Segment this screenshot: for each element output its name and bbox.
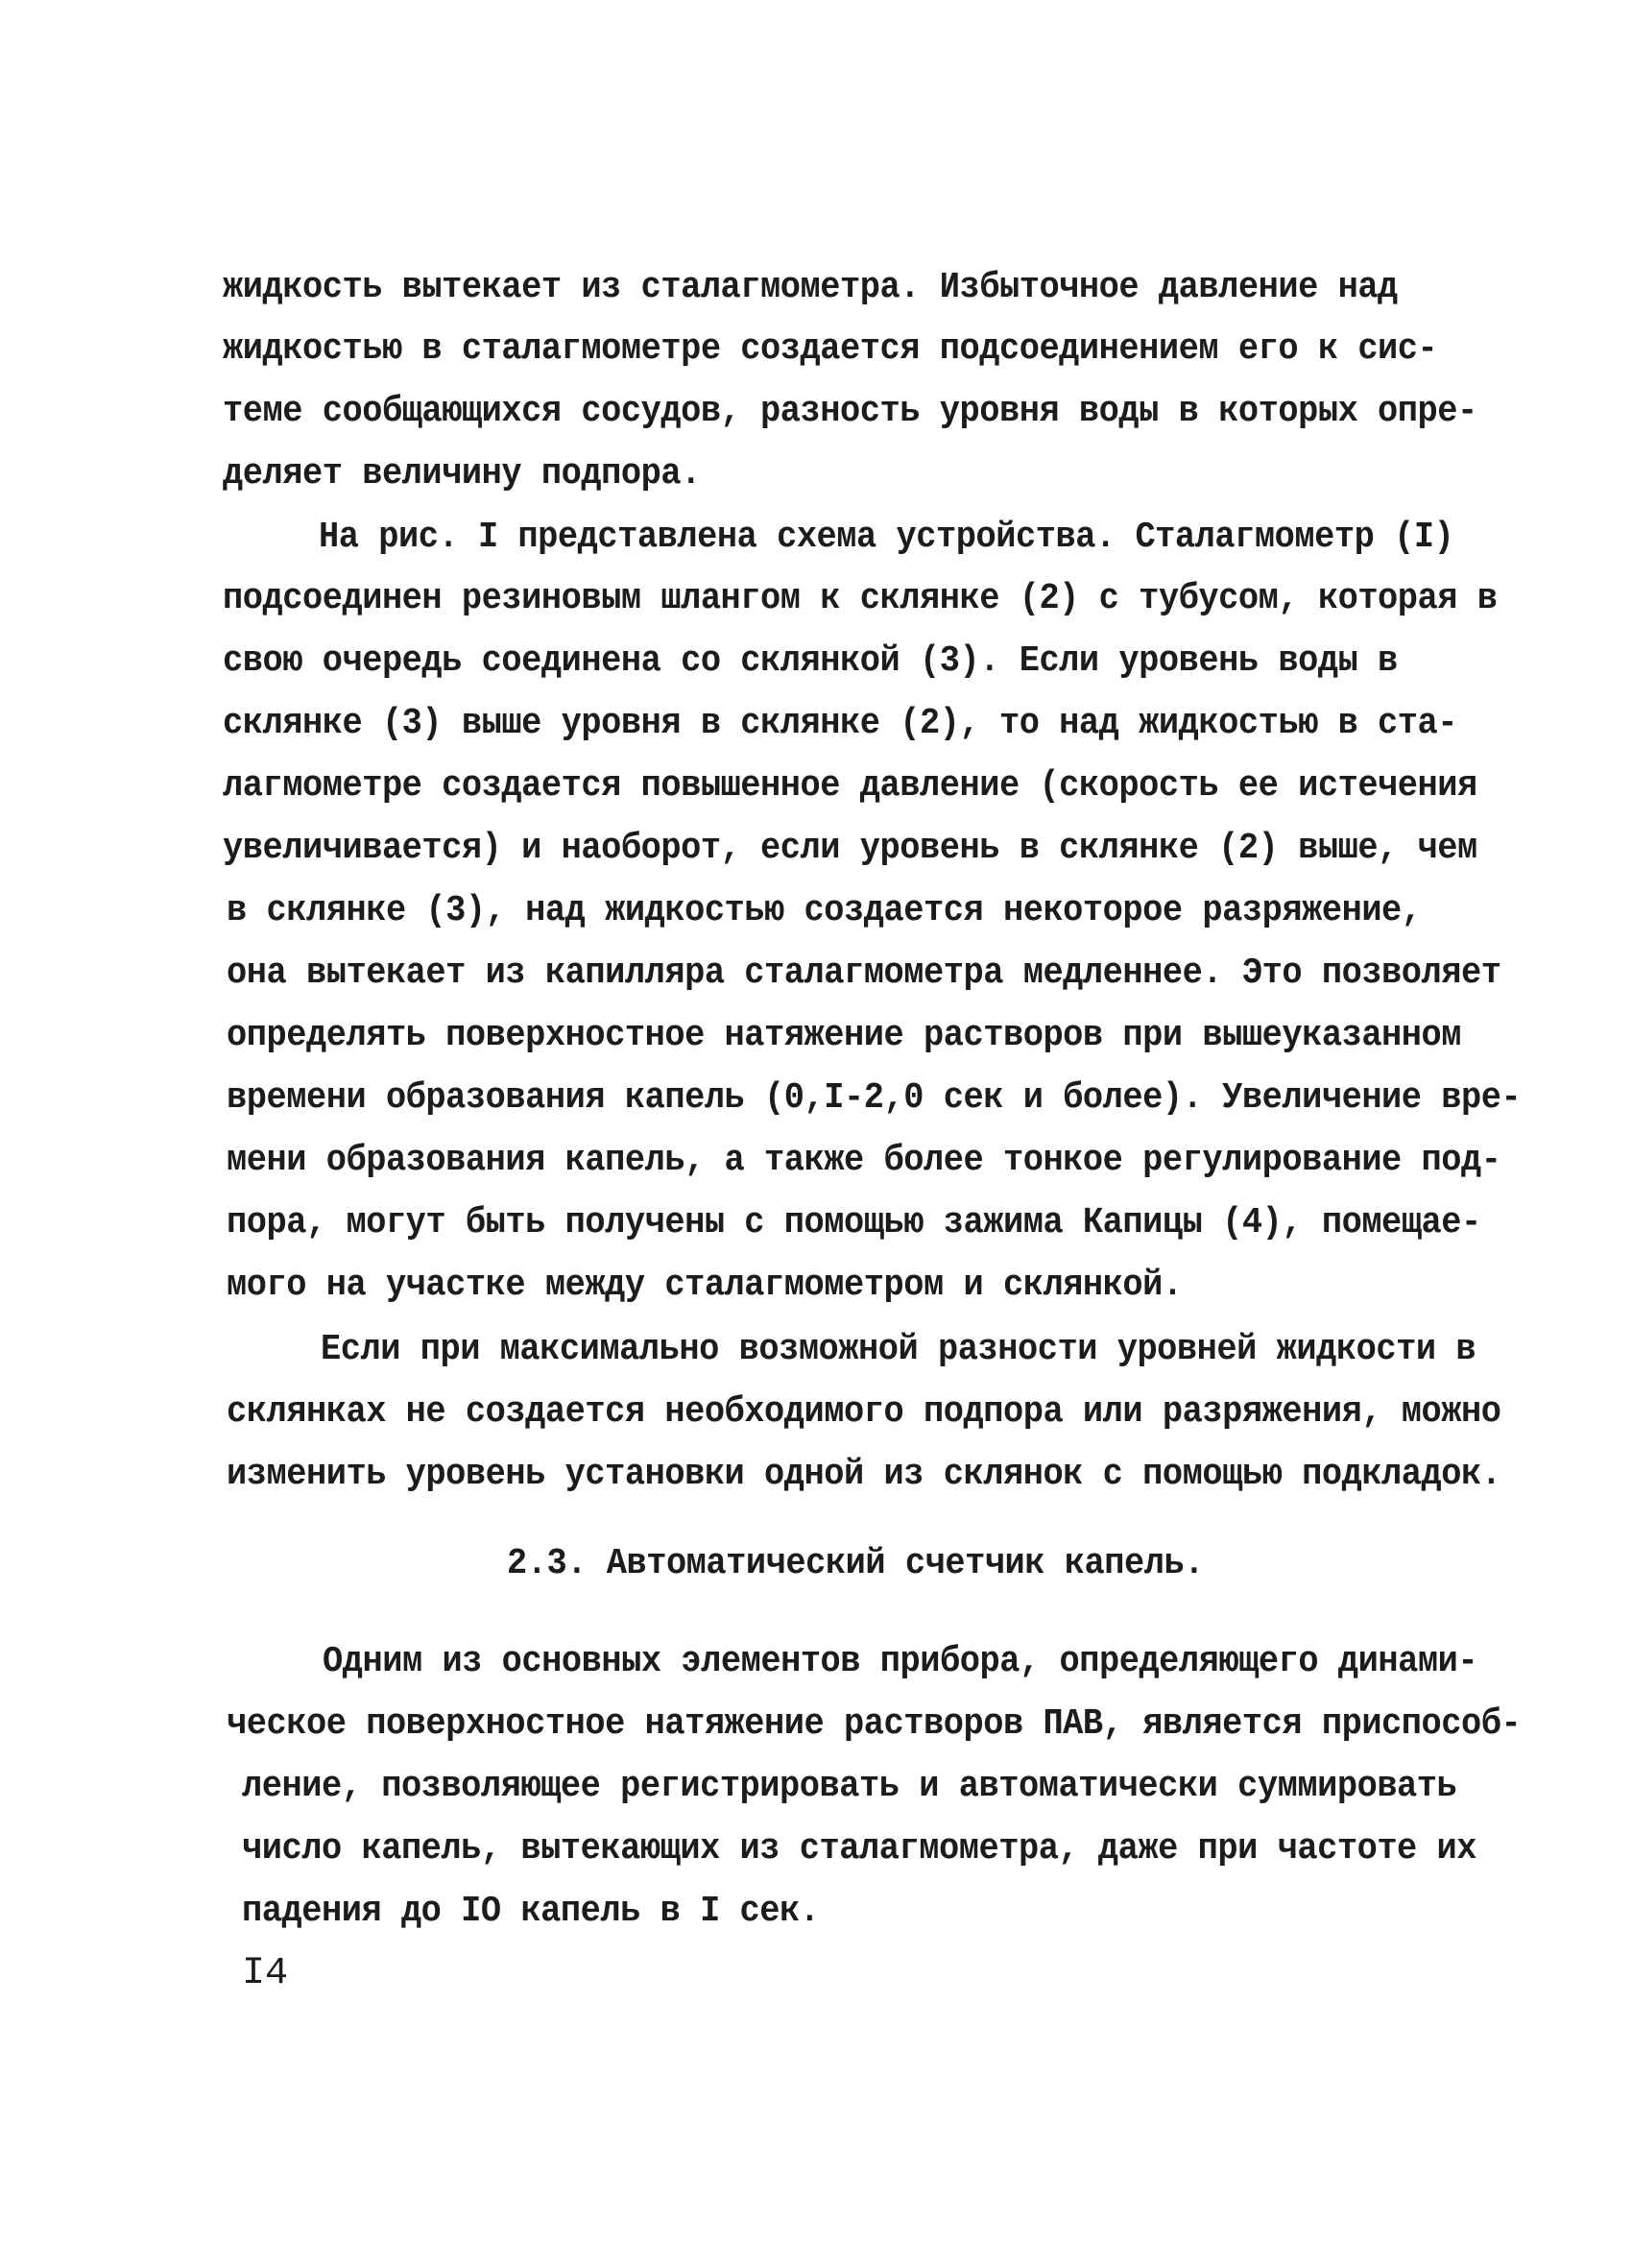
- text-line: жидкостью в сталагмометре создается подсоединением его к сис-: [223, 328, 1438, 370]
- text-line: склянках не создается необходимого подпора или разряжения, можно: [227, 1391, 1501, 1433]
- text-line: определять поверхностное натяжение растворов при вышеуказанном: [227, 1015, 1462, 1056]
- page-number: I4: [242, 1952, 289, 1995]
- text-line: число капель, вытекающих из сталагмометра, даже при частоте их: [242, 1828, 1477, 1870]
- text-line: свою очередь соединена со склянкой (3). Если уровень воды в: [223, 640, 1398, 682]
- text-line: ческое поверхностное натяжение растворов ПАВ, является приспособ-: [227, 1703, 1522, 1745]
- text-line: деляет величину подпора.: [223, 453, 701, 495]
- text-line: подсоединен резиновым шлангом к склянке (2) с тубусом, которая в: [223, 578, 1498, 619]
- text-line: лагмометре создается повышенное давление (скорость ее истечения: [223, 765, 1477, 807]
- text-line: Если при максимально возможной разности уровней жидкости в: [321, 1329, 1476, 1370]
- text-line: теме сообщающихся сосудов, разность уровня воды в которых опре-: [223, 391, 1477, 432]
- text-line: пора, могут быть получены с помощью зажима Капицы (4), помещае-: [227, 1202, 1481, 1243]
- text-line: мени образования капель, а также более тонкое регулирование под-: [227, 1140, 1501, 1181]
- text-line: Одним из основных элементов прибора, определяющего динами-: [323, 1641, 1478, 1682]
- text-line: времени образования капель (0,I-2,0 сек и более). Увеличение вре-: [227, 1077, 1522, 1119]
- text-line: она вытекает из капилляра сталагмометра медленнее. Это позволяет: [227, 953, 1501, 994]
- text-line: изменить уровень установки одной из склянок с помощью подкладок.: [227, 1454, 1501, 1495]
- section-heading: 2.3. Автоматический счетчик капель.: [507, 1543, 1204, 1584]
- text-line: в склянке (3), над жидкостью создается некоторое разряжение,: [227, 890, 1422, 931]
- text-line: склянке (3) выше уровня в склянке (2), то над жидкостью в ста-: [223, 703, 1458, 744]
- text-line: падения до IО капель в I сек.: [242, 1891, 820, 1932]
- text-line: жидкость вытекает из сталагмометра. Избыточное давление над: [223, 267, 1398, 308]
- text-line: мого на участке между сталагмометром и склянкой.: [227, 1265, 1183, 1306]
- text-line: На рис. I представлена схема устройства. Сталагмометр (I): [319, 517, 1454, 558]
- text-line: увеличивается) и наоборот, если уровень в склянке (2) выше, чем: [223, 828, 1477, 869]
- text-line: ление, позволяющее регистрировать и автоматически суммировать: [242, 1766, 1457, 1807]
